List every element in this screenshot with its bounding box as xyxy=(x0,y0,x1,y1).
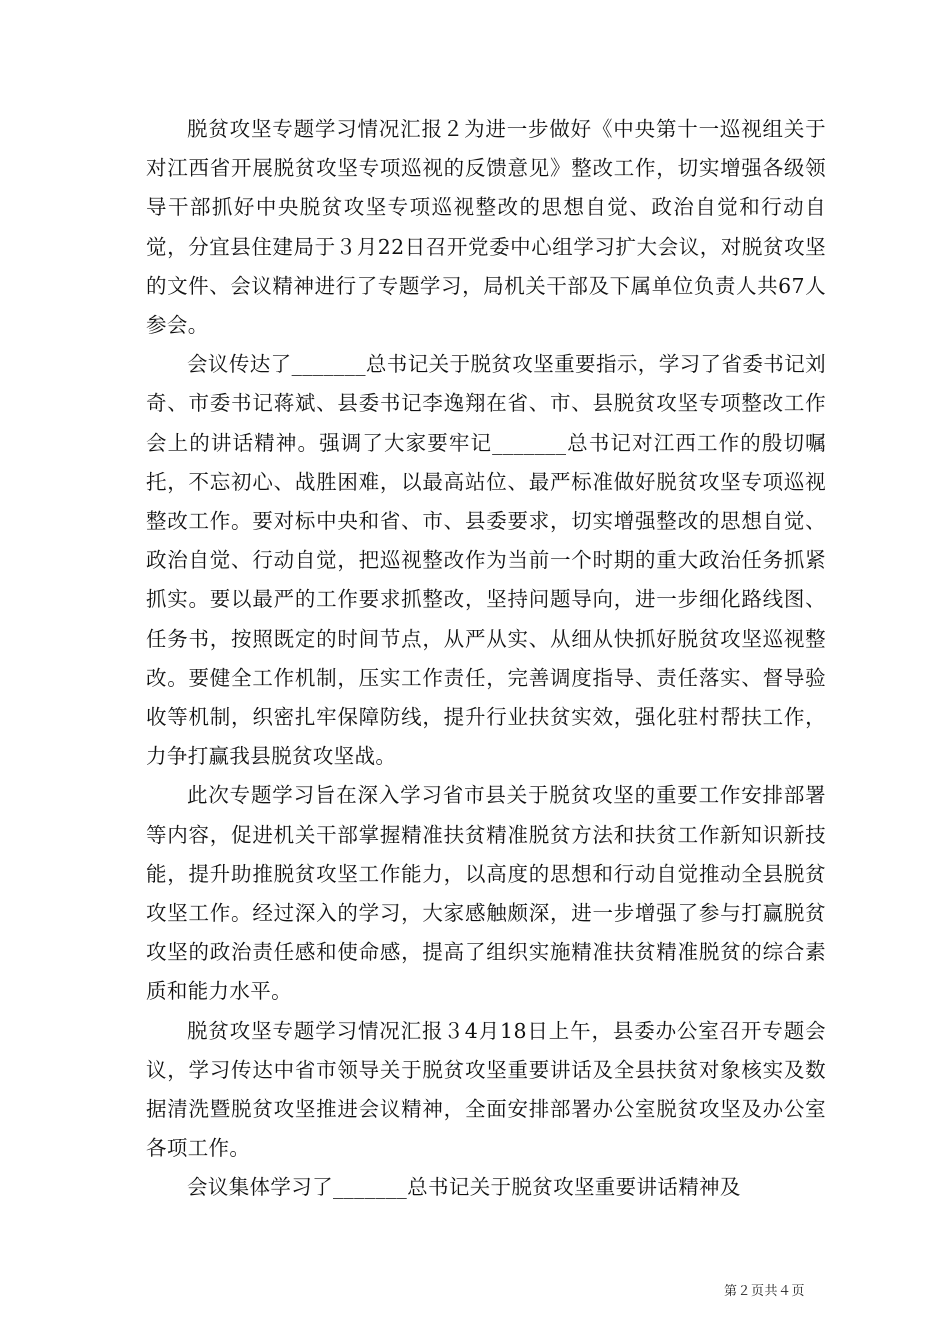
page-number-footer: 第２页共４页 xyxy=(723,1284,805,1299)
paragraph-4: 脱贫攻坚专题学习情况汇报３4月18日上午，县委办公室召开专题会议，学习传达中省市领导关于脱贫攻坚重要讲话及全县扶贫对象核实及数据清洗暨脱贫攻坚推进会议精神，全面安排部署办公室脱贫攻坚及办公室各项工作。 xyxy=(146,1018,826,1161)
paragraph-1: 脱贫攻坚专题学习情况汇报２为进一步做好《中央第十一巡视组关于对江西省开展脱贫攻坚专项巡视的反馈意见》整改工作，切实增强各级领导干部抓好中央脱贫攻坚专项巡视整改的思想自觉、政治自觉和行动自觉，分宜县住建局于３月22日召开党委中心组学习扩大会议，对脱贫攻坚的文件、会议精神进行了专题学习，局机关干部及下属单位负责人共67人参会。 xyxy=(146,117,826,338)
paragraph-2: 会议传达了_______总书记关于脱贫攻坚重要指示，学习了省委书记刘奇、市委书记蒋斌、县委书记李逸翔在省、市、县脱贫攻坚专项整改工作会上的讲话精神。强调了大家要牢记_______总书记对江西工作的殷切嘱托，不忘初心、战胜困难，以最高站位、最严标准做好脱贫攻坚专项巡视整改工作。要对标中央和省、市、县委要求，切实增强整改的思想自觉、政治自觉、行动自觉，把巡视整改作为当前一个时期的重大政治任务抓紧抓实。要以最严的工作要求抓整改，坚持问题导向，进一步细化路线图、任务书，按照既定的时间节点，从严从实、从细从快抓好脱贫攻坚巡视整改。要健全工作机制，压实工作责任，完善调度指导、责任落实、督导验收等机制，织密扎牢保障防线，提升行业扶贫实效，强化驻村帮扶工作，力争打赢我县脱贫攻坚战。 xyxy=(146,352,826,769)
paragraph-3: 此次专题学习旨在深入学习省市县关于脱贫攻坚的重要工作安排部署等内容，促进机关干部掌握精准扶贫精准脱贫方法和扶贫工作新知识新技能，提升助推脱贫攻坚工作能力，以高度的思想和行动自觉推动全县脱贫攻坚工作。经过深入的学习，大家感触颇深，进一步增强了参与打赢脱贫攻坚的政治责任感和使命感，提高了组织实施精准扶贫精准脱贫的综合素质和能力水平。 xyxy=(146,783,826,1004)
paragraph-5: 会议集体学习了_______总书记关于脱贫攻坚重要讲话精神及 xyxy=(187,1175,741,1200)
document-body xyxy=(146,110,826,1208)
